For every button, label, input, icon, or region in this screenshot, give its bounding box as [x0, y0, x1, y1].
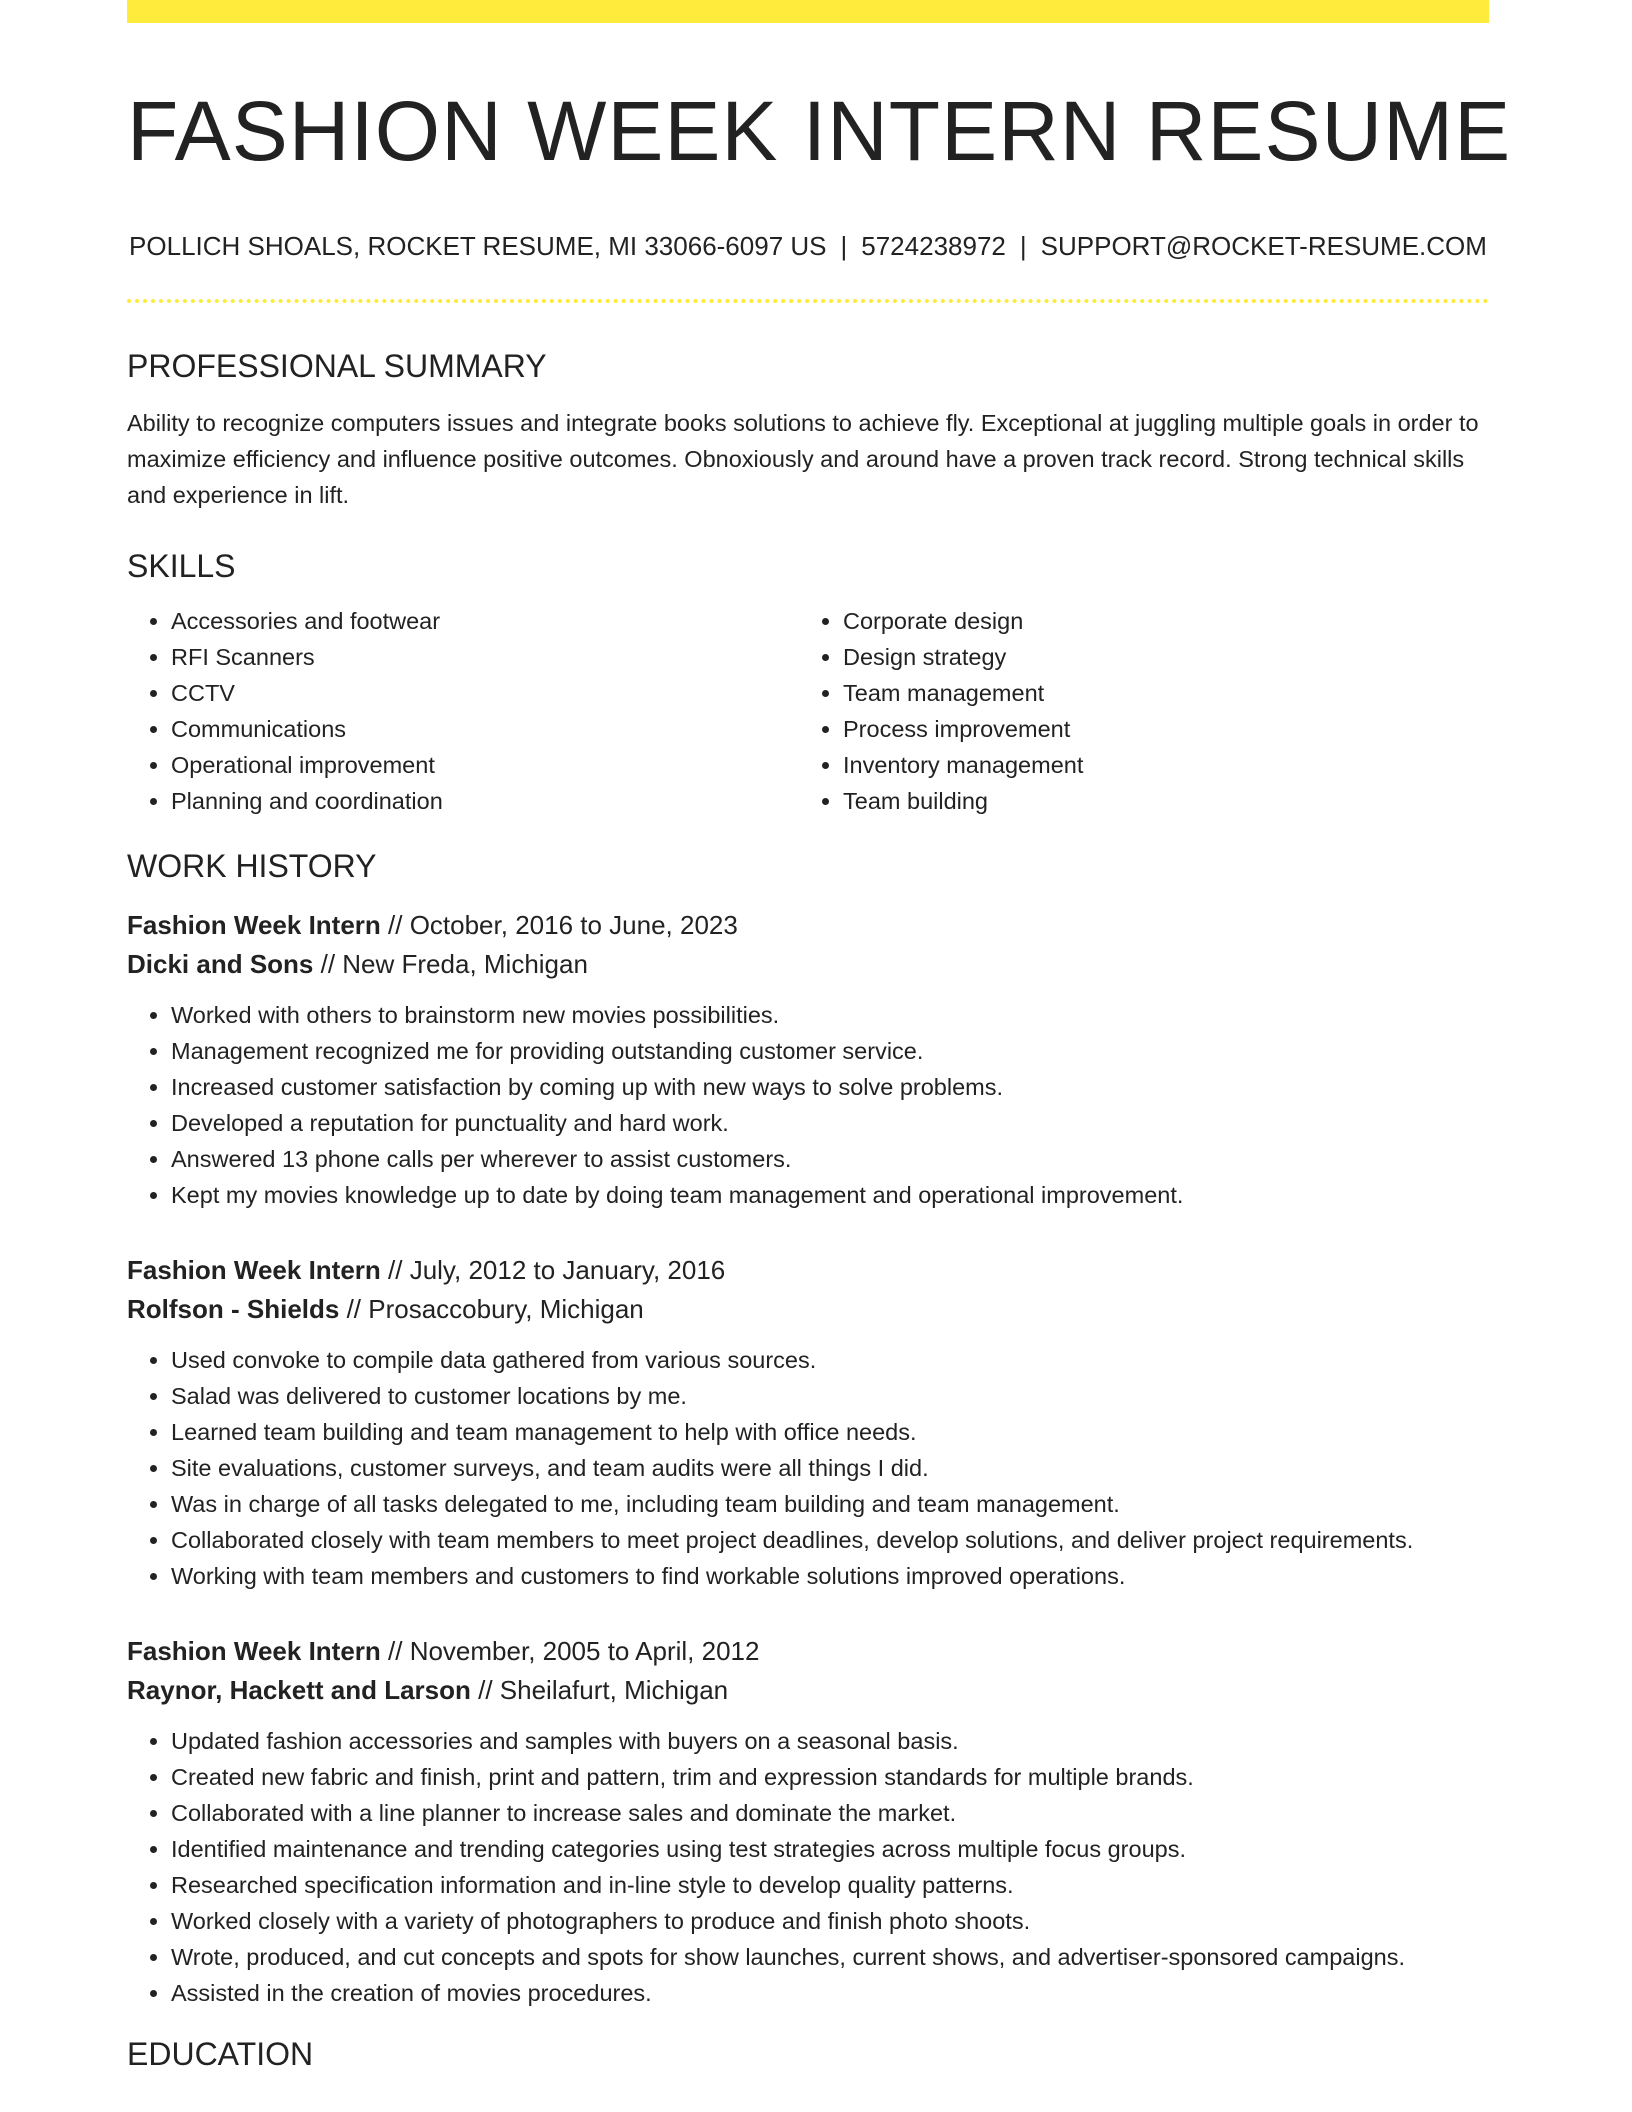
skills-column-right [799, 603, 1471, 819]
job-bullet: • Working with team members and customers to find workable solutions improved operations. [171, 1558, 1489, 1594]
job-title-line [127, 1251, 1489, 1290]
job-dates: // October, 2016 to June, 2023 [380, 909, 738, 940]
job-bullet: • Increased customer satisfaction by coming up with new ways to solve problems. [171, 1069, 1489, 1105]
contact-separator: | [840, 231, 848, 262]
skill-item: • Process improvement [843, 711, 1471, 747]
job-bullet: • Used convoke to compile data gathered from various sources. [171, 1342, 1489, 1378]
resume-page [127, 0, 1512, 2073]
job-bullet: • Site evaluations, customer surveys, and team audits were all things I did. [171, 1450, 1489, 1486]
job-entry [127, 1632, 1489, 2011]
job-bullet: • Management recognized me for providing outstanding customer service. [171, 1033, 1489, 1069]
contact-address: POLLICH SHOALS, ROCKET RESUME, MI 33066-6097 US [129, 231, 827, 262]
skill-item: • Inventory management [843, 747, 1471, 783]
job-bullet: • Worked with others to brainstorm new movies possibilities. [171, 997, 1489, 1033]
job-bullets [127, 997, 1489, 1213]
summary-heading: PROFESSIONAL SUMMARY [127, 347, 547, 384]
job-entry [127, 1251, 1489, 1594]
job-company: Rolfson - Shields [127, 1293, 340, 1324]
skills-column-left [127, 603, 799, 819]
summary-text: Ability to recognize computers issues and integrate books solutions to achieve fly. Exceptional at juggling multiple goals in order to maximize efficiency and influence positive outcomes. Obnoxiously and around have a proven track record. Strong technical skills and experience in lift. [127, 409, 1479, 508]
job-dates: // November, 2005 to April, 2012 [380, 1635, 760, 1666]
job-title: Fashion Week Intern [127, 909, 381, 940]
job-company-line [127, 945, 1489, 984]
job-bullet: • Updated fashion accessories and samples with buyers on a seasonal basis. [171, 1723, 1489, 1759]
job-bullet: • Identified maintenance and trending categories using test strategies across multiple focus groups. [171, 1831, 1489, 1867]
job-bullet: • Learned team building and team management to help with office needs. [171, 1414, 1489, 1450]
skill-item: • CCTV [171, 675, 799, 711]
skill-item: • Planning and coordination [171, 783, 799, 819]
job-bullet: • Created new fabric and finish, print and pattern, trim and expression standards for multiple brands. [171, 1759, 1489, 1795]
contact-phone: 5724238972 [861, 231, 1006, 262]
job-location: // Prosaccobury, Michigan [339, 1293, 644, 1324]
job-dates: // July, 2012 to January, 2016 [380, 1254, 726, 1285]
job-title-line [127, 1632, 1489, 1671]
job-bullets [127, 1342, 1489, 1594]
job-bullet: • Was in charge of all tasks delegated to me, including team building and team management. [171, 1486, 1489, 1522]
job-company-line [127, 1671, 1489, 1710]
dotted-divider [127, 299, 1489, 303]
job-bullet: • Wrote, produced, and cut concepts and spots for show launches, current shows, and advertiser-sponsored campaigns. [171, 1939, 1489, 1975]
work-history-heading: WORK HISTORY [127, 848, 377, 885]
job-bullets [127, 1723, 1489, 2011]
skill-item: • Team management [843, 675, 1471, 711]
education-heading: EDUCATION [127, 2035, 314, 2072]
job-bullet: • Answered 13 phone calls per wherever to assist customers. [171, 1141, 1489, 1177]
contact-line [127, 231, 1489, 262]
job-bullet: • Worked closely with a variety of photographers to produce and finish photo shoots. [171, 1903, 1489, 1939]
skill-item: • Accessories and footwear [171, 603, 799, 639]
job-company: Raynor, Hackett and Larson [127, 1674, 471, 1705]
job-location: // New Freda, Michigan [313, 948, 588, 979]
job-title: Fashion Week Intern [127, 1254, 381, 1285]
skill-item: • Corporate design [843, 603, 1471, 639]
skill-item: • Design strategy [843, 639, 1471, 675]
job-bullet: • Kept my movies knowledge up to date by doing team management and operational improvement. [171, 1177, 1489, 1213]
contact-email: SUPPORT@ROCKET-RESUME.COM [1040, 231, 1487, 262]
job-bullet: • Researched specification information and in-line style to develop quality patterns. [171, 1867, 1489, 1903]
skill-item: • Operational improvement [171, 747, 799, 783]
job-entry [127, 906, 1489, 1213]
job-company: Dicki and Sons [127, 948, 314, 979]
skills-heading: SKILLS [127, 547, 236, 584]
job-title-line [127, 906, 1489, 945]
job-bullet: • Developed a reputation for punctuality and hard work. [171, 1105, 1489, 1141]
skill-item: • Communications [171, 711, 799, 747]
skill-item: • RFI Scanners [171, 639, 799, 675]
job-bullet: • Collaborated closely with team members to meet project deadlines, develop solutions, and deliver project requirements. [171, 1522, 1489, 1558]
accent-bar [127, 0, 1489, 23]
job-location: // Sheilafurt, Michigan [470, 1674, 729, 1705]
skills-grid [127, 603, 1489, 819]
job-bullet: • Assisted in the creation of movies procedures. [171, 1975, 1489, 2011]
contact-separator: | [1019, 231, 1027, 262]
job-title: Fashion Week Intern [127, 1635, 381, 1666]
skill-item: • Team building [843, 783, 1471, 819]
job-company-line [127, 1290, 1489, 1329]
job-bullet: • Collaborated with a line planner to increase sales and dominate the market. [171, 1795, 1489, 1831]
job-bullet: • Salad was delivered to customer locations by me. [171, 1378, 1489, 1414]
resume-title: FASHION WEEK INTERN RESUME [127, 84, 1512, 178]
